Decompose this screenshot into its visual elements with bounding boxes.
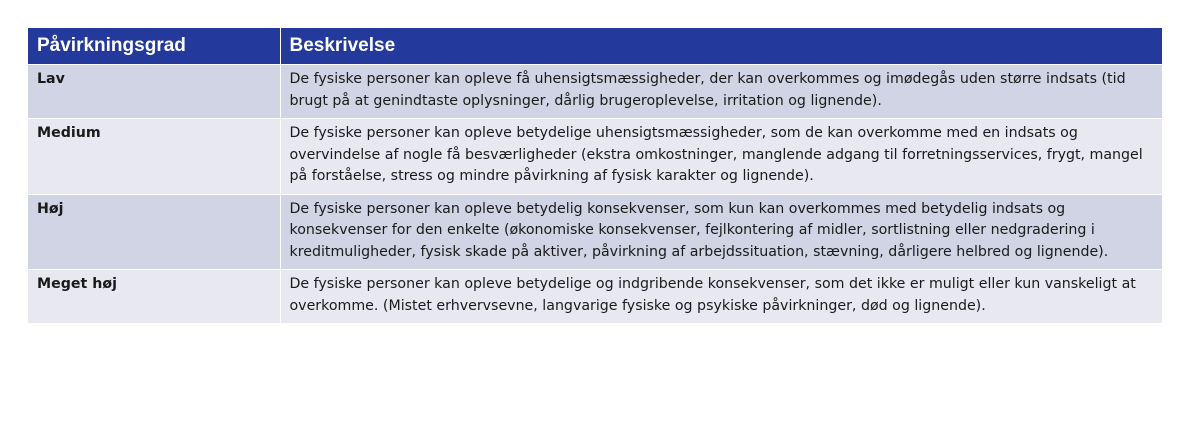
table-body: [28, 65, 1162, 324]
impact-level-cell: Meget høj: [28, 270, 280, 324]
table-row: [28, 119, 1162, 195]
table-row: [28, 65, 1162, 119]
table-row: [28, 194, 1162, 270]
description-cell: De fysiske personer kan opleve betydelige og indgribende konsekvenser, som det ikke er muligt eller kun vanskeligt at overkomme. (Mistet erhvervsevne, langvarige fysiske og psykiske påvirkninger, død og lignende).: [280, 270, 1162, 324]
impact-level-cell: Medium: [28, 119, 280, 195]
impact-level-table: [28, 28, 1162, 323]
table-row: [28, 270, 1162, 324]
table-header: [28, 28, 1162, 65]
header-impact-level: Påvirkningsgrad: [28, 28, 280, 65]
description-cell: De fysiske personer kan opleve betydelig konsekvenser, som kun kan overkommes med betydelig indsats og konsekvenser for den enkelte (økonomiske konsekvenser, fejlkontering af midler, sortlistning eller nedgradering i kreditmuligheder, fysisk skade på aktiver, påvirkning af arbejdssituation, stævning, dårligere helbred og lignende).: [280, 194, 1162, 270]
impact-level-cell: Lav: [28, 65, 280, 119]
impact-level-cell: Høj: [28, 194, 280, 270]
header-row: [28, 28, 1162, 65]
header-description: Beskrivelse: [280, 28, 1162, 65]
description-cell: De fysiske personer kan opleve få uhensigtsmæssigheder, der kan overkommes og imødegås uden større indsats (tid brugt på at genindtaste oplysninger, dårlig brugeroplevelse, irritation og lignende).: [280, 65, 1162, 119]
description-cell: De fysiske personer kan opleve betydelige uhensigtsmæssigheder, som de kan overkomme med en indsats og overvindelse af nogle få besværligheder (ekstra omkostninger, manglende adgang til forretningsservices, frygt, mangel på forståelse, stress og mindre påvirkning af fysisk karakter og lignende).: [280, 119, 1162, 195]
